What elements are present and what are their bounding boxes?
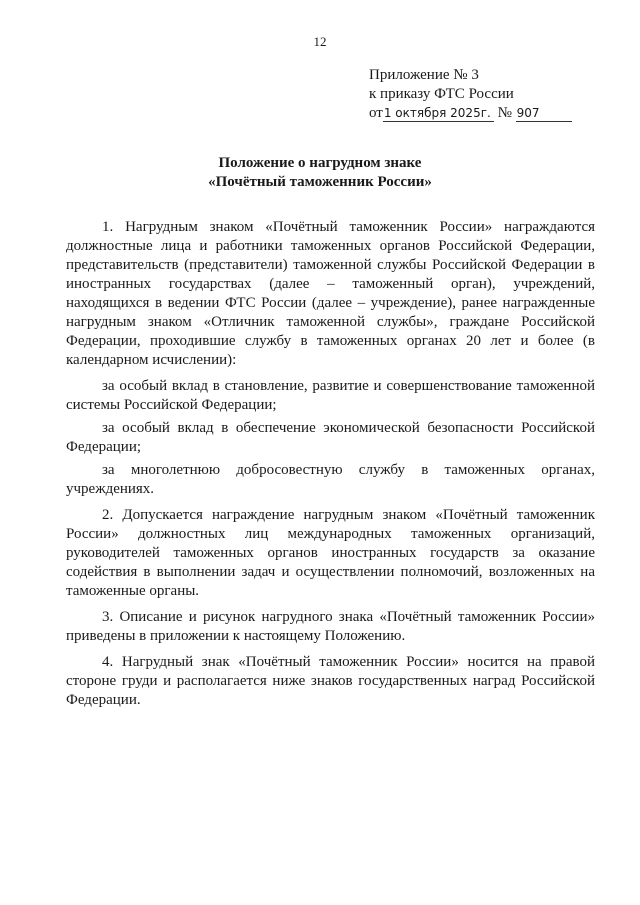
order-number: 907 (516, 106, 572, 122)
appendix-header (369, 66, 572, 123)
paragraph-1-item-3: за многолетнюю добросовестную службу в таможенных органах, учреждениях. (66, 462, 595, 497)
appendix-order-ref: к приказу ФТС России (369, 86, 514, 102)
document-title (0, 154, 640, 192)
title-line-1: Положение о нагрудном знаке (218, 155, 422, 171)
paragraph-4: 4. Нагрудный знак «Почётный таможенник России» носится на правой стороне груди и располагается ниже знаков государственных наград Российской Федерации. (66, 654, 595, 708)
number-prefix: № (497, 105, 512, 121)
appendix-number: Приложение № 3 (369, 67, 479, 83)
paragraph-3: 3. Описание и рисунок нагрудного знака «Почётный таможенник России» приведены в приложении к настоящему Положению. (66, 609, 595, 644)
document-body (66, 218, 595, 717)
paragraph-1-item-2: за особый вклад в обеспечение экономической безопасности Российской Федерации; (66, 420, 595, 455)
paragraph-1: 1. Нагрудным знаком «Почётный таможенник России» награждаются должностные лица и работники таможенных органов Российской Федерации, представительств (представители) таможенной службы Российской Федерации в иностранных государствах (далее – таможенный орган), учреждений, находящихся в ведении ФТС России (далее – учреждение), ранее награжденные нагрудным знаком «Отличник таможенной службы», граждане Российской Федерации, проходившие службу в таможенных органах 20 лет и более (в календарном исчислении): (66, 219, 595, 368)
order-date: 1 октября 2025г. (383, 106, 494, 122)
date-prefix: от (369, 105, 383, 121)
title-line-2: «Почётный таможенник России» (208, 174, 432, 190)
page-number: 12 (313, 34, 327, 49)
appendix-date-line (369, 104, 572, 123)
paragraph-1-item-1: за особый вклад в становление, развитие и совершенствование таможенной системы Российской Федерации; (66, 378, 595, 413)
paragraph-2: 2. Допускается награждение нагрудным знаком «Почётный таможенник России» должностных лиц международных таможенных организаций, руководителей таможенных органов иностранных государств за оказание содействия в выполнении задач и осуществлении полномочий, возложенных на таможенные органы. (66, 507, 595, 599)
